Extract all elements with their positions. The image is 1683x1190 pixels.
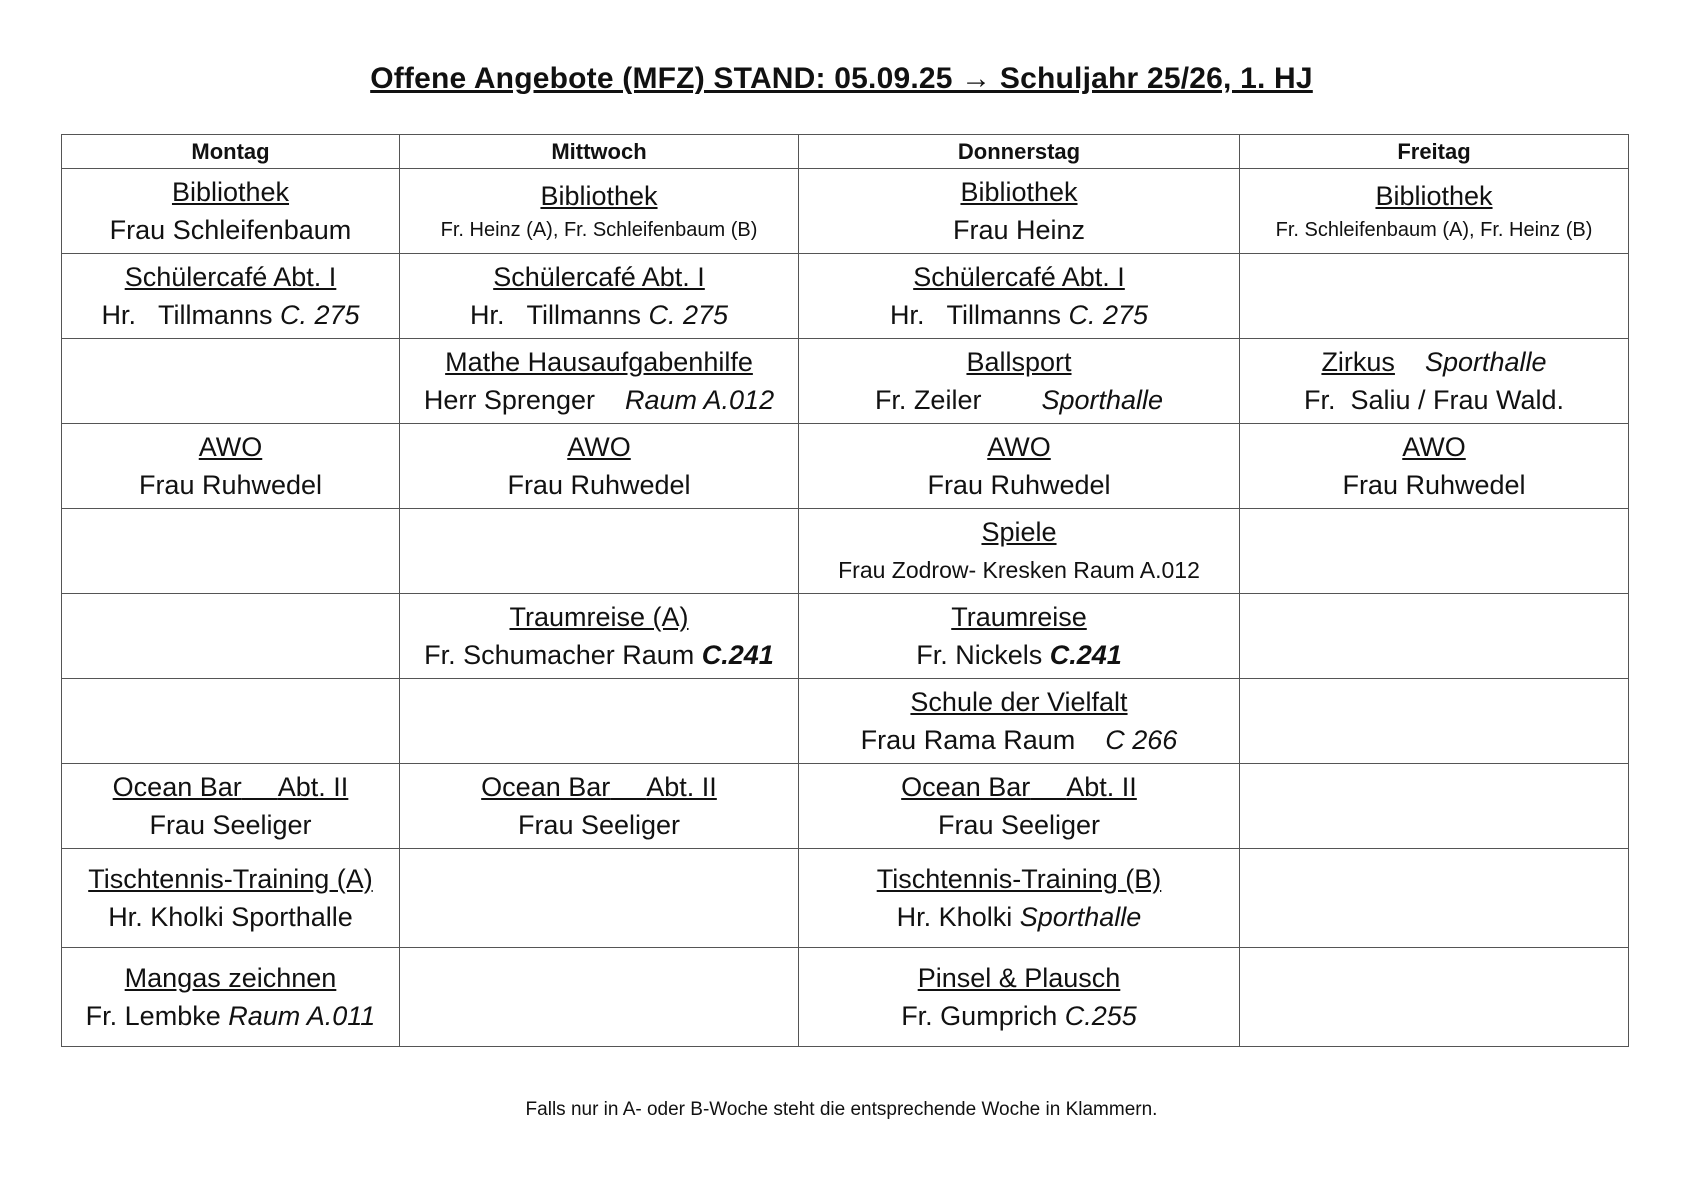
person-line <box>799 997 1239 1035</box>
day-header-montag: Montag <box>62 135 400 169</box>
person-name: Frau Zodrow- Kresken Raum A.012 <box>838 557 1200 583</box>
cell-donnerstag <box>799 594 1240 679</box>
cell-mittwoch <box>400 424 799 509</box>
cell-montag <box>62 424 400 509</box>
person-line <box>799 381 1239 419</box>
activity-name: AWO <box>198 432 263 462</box>
cell-montag <box>62 169 400 254</box>
cell-freitag-empty <box>1240 509 1629 594</box>
cell-freitag <box>1240 424 1629 509</box>
activity-name: Ballsport <box>966 347 1072 377</box>
room-label: C.241 <box>701 640 774 670</box>
person-name: Fr. Schleifenbaum (A), Fr. Heinz (B) <box>1275 219 1593 241</box>
person-name: Fr. Schumacher Raum <box>424 640 695 670</box>
activity-name: Mangas zeichnen <box>124 963 337 993</box>
cell-donnerstag <box>799 169 1240 254</box>
schedule-table <box>61 134 1629 1047</box>
cell-mittwoch-empty <box>400 948 799 1047</box>
cell-montag <box>62 764 400 849</box>
cell-montag <box>62 254 400 339</box>
activity-name: Mathe Hausaufgabenhilfe <box>445 347 753 377</box>
cell-freitag-empty <box>1240 849 1629 948</box>
person-name: Frau Rama Raum <box>860 725 1076 755</box>
page-title: Offene Angebote (MFZ) STAND: 05.09.25 → Schuljahr 25/26, 1. HJ <box>370 62 1313 95</box>
person-line <box>62 296 399 334</box>
cell-mittwoch <box>400 169 799 254</box>
person-name: Frau Ruhwedel <box>1342 470 1526 500</box>
person-line <box>62 997 399 1035</box>
activity-line <box>1240 343 1628 381</box>
department-label: Abt. II <box>646 772 717 802</box>
cell-montag-empty <box>62 339 400 424</box>
day-header-freitag: Freitag <box>1240 135 1629 169</box>
table-row <box>62 509 1629 594</box>
cell-mittwoch-empty <box>400 849 799 948</box>
person-line <box>400 636 798 674</box>
activity-name: Schülercafé Abt. I <box>493 262 705 292</box>
person-name: Frau Seeliger <box>517 810 681 840</box>
person-name: Frau Ruhwedel <box>138 470 323 500</box>
person-line <box>799 296 1239 334</box>
room-label: C. 275 <box>648 300 729 330</box>
person-line <box>400 381 798 419</box>
room-label: Sporthalle <box>1424 347 1547 377</box>
activity-name: Schule der Vielfalt <box>910 687 1128 717</box>
room-label: C.255 <box>1064 1001 1137 1031</box>
activity-name: Ocean Bar <box>901 772 1031 802</box>
cell-freitag-empty <box>1240 594 1629 679</box>
cell-mittwoch <box>400 254 799 339</box>
cell-freitag-empty <box>1240 679 1629 764</box>
cell-montag <box>62 849 400 948</box>
activity-name: Spiele <box>981 517 1057 547</box>
activity-line <box>400 768 798 806</box>
person-name: Frau Schleifenbaum <box>109 215 352 245</box>
cell-donnerstag <box>799 254 1240 339</box>
person-name: Herr Sprenger <box>423 385 595 415</box>
room-label: C.241 <box>1049 640 1122 670</box>
person-name: Frau Seeliger <box>149 810 312 840</box>
table-row <box>62 849 1629 948</box>
department-label: Abt. II <box>277 772 349 802</box>
activity-name: Traumreise <box>951 602 1087 632</box>
table-row <box>62 764 1629 849</box>
cell-donnerstag <box>799 849 1240 948</box>
table-row <box>62 169 1629 254</box>
person-name: Fr. Nickels <box>916 640 1043 670</box>
room-label: C 266 <box>1105 725 1178 755</box>
cell-freitag-empty <box>1240 254 1629 339</box>
activity-name: AWO <box>567 432 631 462</box>
cell-montag <box>62 948 400 1047</box>
person-line <box>799 636 1239 674</box>
room-label: C. 275 <box>280 300 360 330</box>
cell-donnerstag <box>799 948 1240 1047</box>
activity-name: Tischtennis-Training (B) <box>876 864 1162 894</box>
person-name: Hr. Tillmanns <box>469 300 641 330</box>
cell-mittwoch-empty <box>400 679 799 764</box>
cell-mittwoch <box>400 339 799 424</box>
activity-line <box>799 768 1239 806</box>
activity-name: Bibliothek <box>960 177 1078 207</box>
room-label: Sporthalle <box>1041 385 1164 415</box>
cell-mittwoch <box>400 764 799 849</box>
activity-name: Ocean Bar <box>481 772 611 802</box>
table-row <box>62 254 1629 339</box>
header-row <box>62 135 1629 169</box>
person-name: Frau Ruhwedel <box>927 470 1111 500</box>
person-name: Hr. Tillmanns <box>889 300 1061 330</box>
cell-freitag-empty <box>1240 764 1629 849</box>
department-label: Abt. II <box>1066 772 1137 802</box>
cell-donnerstag <box>799 339 1240 424</box>
cell-donnerstag <box>799 509 1240 594</box>
activity-name: Traumreise (A) <box>509 602 689 632</box>
table-row <box>62 339 1629 424</box>
room-label: Sporthalle <box>1019 902 1142 932</box>
footer-note: Falls nur in A- oder B-Woche steht die entsprechende Woche in Klammern. <box>525 1099 1158 1120</box>
activity-name: Schülercafé Abt. I <box>913 262 1125 292</box>
person-name: Frau Seeliger <box>937 810 1101 840</box>
cell-mittwoch-empty <box>400 509 799 594</box>
activity-name: Ocean Bar <box>112 772 242 802</box>
person-name: Frau Ruhwedel <box>507 470 691 500</box>
person-name: Hr. Kholki Sporthalle <box>108 902 353 932</box>
cell-freitag <box>1240 339 1629 424</box>
cell-montag-empty <box>62 594 400 679</box>
person-name: Fr. Lembke <box>85 1001 221 1031</box>
room-label: Raum A.011 <box>228 1001 376 1031</box>
activity-name: AWO <box>1402 432 1466 462</box>
cell-donnerstag <box>799 424 1240 509</box>
person-name: Fr. Saliu / Frau Wald. <box>1303 385 1565 415</box>
activity-name: Pinsel & Plausch <box>917 963 1121 993</box>
person-name: Frau Heinz <box>952 215 1086 245</box>
activity-name: Zirkus <box>1321 347 1395 377</box>
activity-name: AWO <box>987 432 1051 462</box>
person-line <box>400 296 798 334</box>
cell-donnerstag <box>799 764 1240 849</box>
room-label: C. 275 <box>1068 300 1149 330</box>
activity-name: Bibliothek <box>1375 181 1493 211</box>
table-row <box>62 679 1629 764</box>
table-row <box>62 948 1629 1047</box>
activity-line <box>62 768 399 806</box>
person-name: Fr. Zeiler <box>874 385 982 415</box>
day-header-donnerstag: Donnerstag <box>799 135 1240 169</box>
person-name: Hr. Tillmanns <box>101 300 273 330</box>
person-line <box>799 898 1239 936</box>
person-line <box>799 721 1239 759</box>
cell-donnerstag <box>799 679 1240 764</box>
table-row <box>62 594 1629 679</box>
table-row <box>62 424 1629 509</box>
room-label: Raum A.012 <box>625 385 775 415</box>
activity-name: Tischtennis-Training (A) <box>88 864 373 894</box>
person-name: Fr. Gumprich <box>901 1001 1058 1031</box>
cell-freitag <box>1240 169 1629 254</box>
person-name: Fr. Heinz (A), Fr. Schleifenbaum (B) <box>440 219 758 241</box>
activity-name: Bibliothek <box>540 181 658 211</box>
activity-name: Bibliothek <box>171 177 290 207</box>
day-header-mittwoch: Mittwoch <box>400 135 799 169</box>
cell-montag-empty <box>62 679 400 764</box>
cell-freitag-empty <box>1240 948 1629 1047</box>
person-name: Hr. Kholki <box>896 902 1013 932</box>
cell-mittwoch <box>400 594 799 679</box>
cell-montag-empty <box>62 509 400 594</box>
activity-name: Schülercafé Abt. I <box>124 262 337 292</box>
